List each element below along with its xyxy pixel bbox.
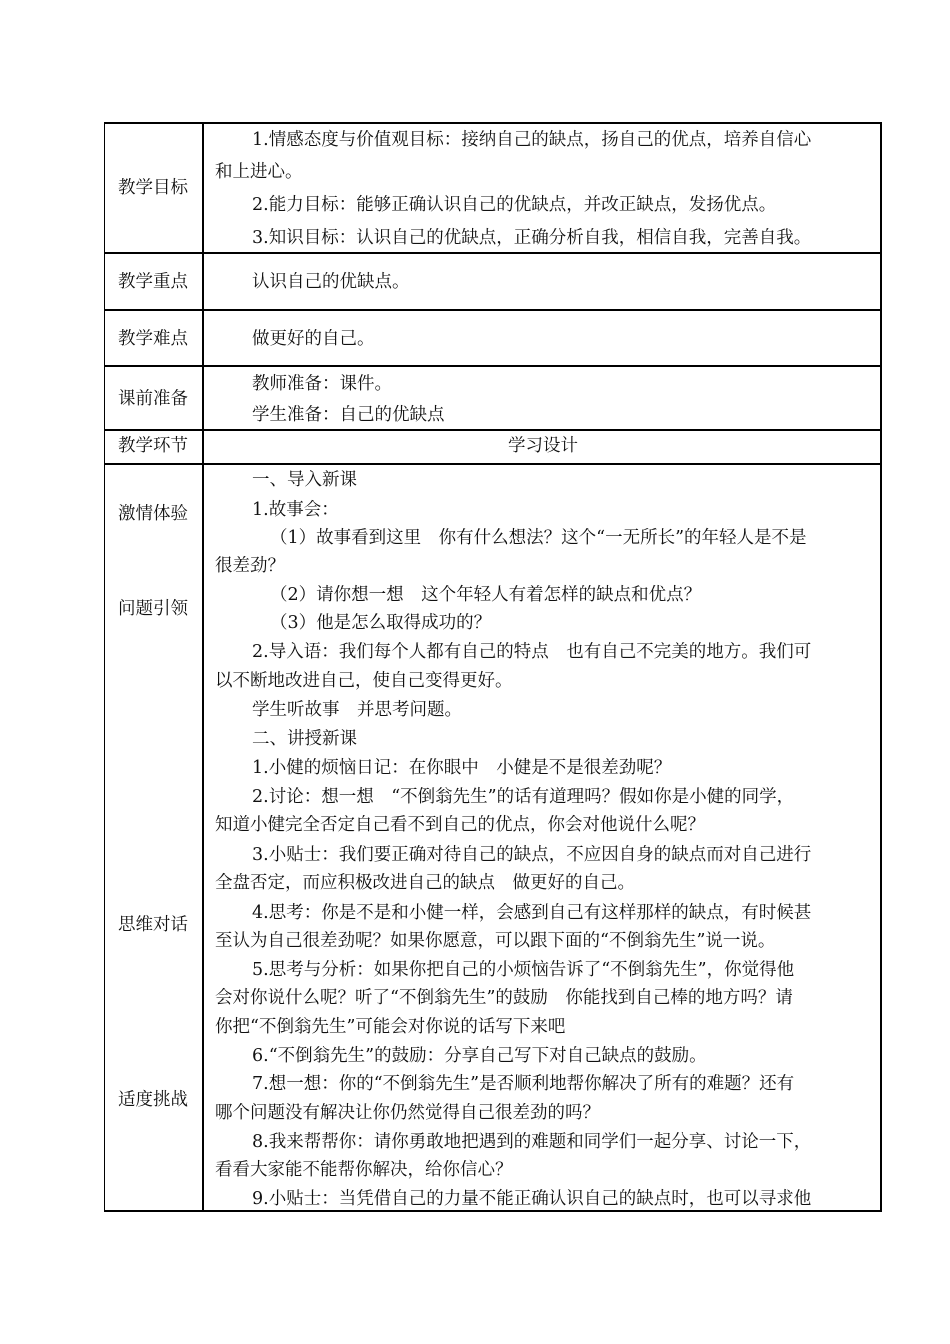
row-divider [104, 309, 882, 311]
row-divider [104, 429, 882, 431]
design-line: （2）请你想一想 这个年轻人有着怎样的缺点和优点？ [270, 585, 702, 605]
preparation-line: 教师准备：课件。 [252, 374, 392, 394]
phase-label: 问题引领 [118, 599, 188, 619]
design-line: （1）故事看到这里 你有什么想法？这个“一无所长”的年轻人是不是 [270, 528, 807, 548]
row-divider [104, 365, 882, 367]
design-line: 1.故事会： [252, 500, 339, 520]
objective-line: 2.能力目标：能够正确认识自己的优缺点，并改正缺点，发扬优点。 [252, 195, 777, 215]
design-line: 会对你说什么呢？听了“不倒翁先生”的鼓励 你能找到自己棒的地方吗？请 [215, 988, 793, 1008]
key-point-text: 认识自己的优缺点。 [252, 272, 410, 292]
objective-line: 1.情感态度与价值观目标：接纳自己的缺点，扬自己的优点，培养自信心 [252, 130, 812, 150]
row-divider [104, 252, 882, 254]
design-line: 知道小健完全否定自己看不到自己的优点，你会对他说什么呢？ [215, 815, 705, 835]
design-line: 哪个问题没有解决让你仍然觉得自己很差劲的吗？ [215, 1103, 600, 1123]
section-title: 一、导入新课 [252, 470, 357, 490]
design-line: 5.思考与分析：如果你把自己的小烦恼告诉了“不倒翁先生”，你觉得他 [252, 960, 795, 980]
table-border-bottom [104, 1210, 882, 1212]
row-label-objectives: 教学目标 [118, 178, 188, 198]
row-divider [104, 463, 882, 465]
design-line: 你把“不倒翁先生”可能会对你说的话写下来吧 [215, 1017, 566, 1037]
design-line: （3）他是怎么取得成功的？ [270, 613, 492, 633]
design-line: 很差劲？ [215, 556, 285, 576]
design-line: 看看大家能不能帮你解决，给你信心？ [215, 1160, 513, 1180]
design-line: 2.讨论：想一想 “不倒翁先生”的话有道理吗？假如你是小健的同学， [252, 787, 795, 807]
design-line: 3.小贴士：我们要正确对待自己的缺点，不应因自身的缺点而对自己进行 [252, 845, 812, 865]
design-line: 4.思考：你是不是和小健一样，会感到自己有这样那样的缺点，有时候甚 [252, 903, 812, 923]
row-label-stages: 教学环节 [118, 436, 188, 456]
design-line: 6.“不倒翁先生”的鼓励：分享自己写下对自己缺点的鼓励。 [252, 1046, 707, 1066]
table-border-right [880, 122, 882, 1212]
column-divider [202, 122, 204, 1212]
row-label-preparation: 课前准备 [118, 389, 188, 409]
design-line: 学生听故事 并思考问题。 [252, 700, 462, 720]
phase-label: 适度挑战 [118, 1090, 188, 1110]
section-title: 二、讲授新课 [252, 729, 357, 749]
phase-label: 思维对话 [118, 915, 188, 935]
phase-label: 激情体验 [118, 504, 188, 524]
design-line: 9.小贴士：当凭借自己的力量不能正确认识自己的缺点时，也可以寻求他 [252, 1189, 812, 1209]
row-label-key-points: 教学重点 [118, 272, 188, 292]
objective-line: 3.知识目标：认识自己的优缺点，正确分析自我，相信自我，完善自我。 [252, 228, 812, 248]
design-line: 7.想一想：你的“不倒翁先生”是否顺利地帮你解决了所有的难题？还有 [252, 1074, 795, 1094]
section-heading: 学习设计 [508, 436, 578, 456]
design-line: 以不断地改进自己，使自己变得更好。 [215, 671, 513, 691]
design-line: 2.导入语：我们每个人都有自己的特点 也有自己不完美的地方。我们可 [252, 642, 812, 662]
design-line: 至认为自己很差劲呢？如果你愿意，可以跟下面的“不倒翁先生”说一说。 [215, 931, 776, 951]
row-label-difficulties: 教学难点 [118, 329, 188, 349]
design-line: 全盘否定，而应积极改进自己的缺点 做更好的自己。 [215, 873, 635, 893]
preparation-line: 学生准备：自己的优缺点 [252, 405, 445, 425]
difficulty-text: 做更好的自己。 [252, 329, 375, 349]
table-border-top [104, 122, 882, 124]
design-line: 8.我来帮帮你：请你勇敢地把遇到的难题和同学们一起分享、讨论一下， [252, 1132, 812, 1152]
design-line: 1.小健的烦恼日记：在你眼中 小健是不是很差劲呢？ [252, 758, 672, 778]
objective-line: 和上进心。 [215, 162, 303, 182]
